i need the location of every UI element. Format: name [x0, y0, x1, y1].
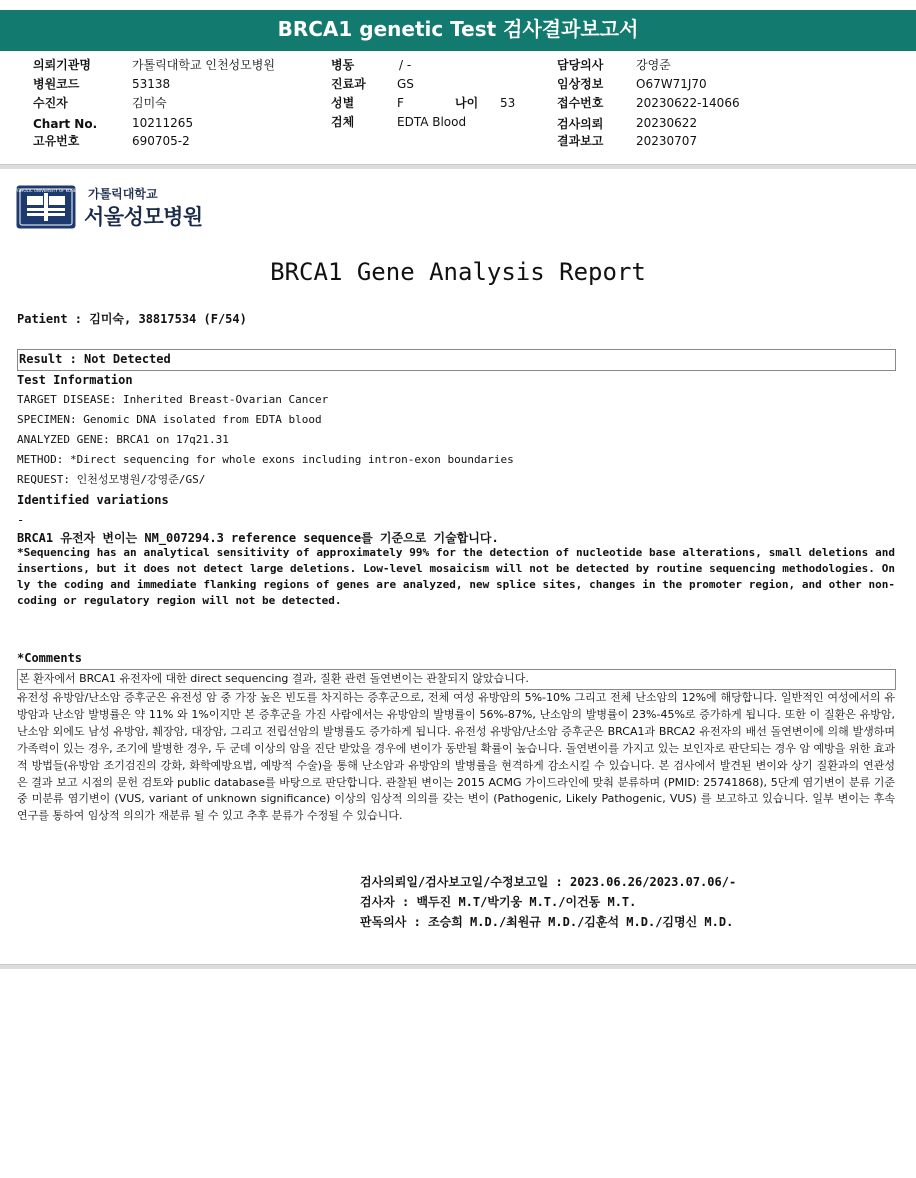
physicians: 판독의사 : 조승희 M.D./최원규 M.D./김훈석 M.D./김명신 M.D.: [360, 915, 734, 929]
report-title-bar: BRCA1 genetic Test 검사결과보고서: [0, 10, 916, 48]
header-value-ward: / -: [399, 58, 412, 72]
sensitivity-note: *Sequencing has an analytical sensitivity of approximately 99% for the detection of nucleotide base alterations, small deletions and insertions, but it does not detect large deletions. Low-level mosaicism will not be detected by routine sequencing methodologies. Only the coding and immediate flanking regions of genes are analyzed, new splice sites, changes in the promoter region, and other non-coding or regulatory region will not be detected.: [17, 546, 895, 607]
header-divider: [0, 164, 916, 169]
testers: 검사자 : 백두진 M.T/박기웅 M.T./이건동 M.T.: [360, 895, 637, 909]
target-disease: TARGET DISEASE: Inherited Breast-Ovarian Cancer: [17, 393, 329, 406]
header-label-chart-no: Chart No.: [33, 117, 98, 131]
header-value-specimen: EDTA Blood: [397, 115, 467, 129]
method-line: METHOD: *Direct sequencing for whole exons including intron-exon boundaries: [17, 453, 514, 466]
header-label-specimen: 검체: [331, 115, 355, 129]
header-value-clinical-info: O67W71J70: [636, 77, 707, 91]
comment-summary: 본 환자에서 BRCA1 유전자에 대한 direct sequencing 결과, 질환 관련 돌연변이는 관찰되지 않았습니다.: [19, 672, 529, 685]
footer-divider: [0, 964, 916, 969]
header-label-unique-id: 고유번호: [33, 134, 80, 148]
header-label-report-date: 결과보고: [557, 134, 604, 148]
header-label-ward: 병동: [331, 58, 355, 72]
header-value-request-date: 20230622: [636, 116, 698, 130]
patient-line: Patient : 김미숙, 38817534 (F/54): [17, 312, 247, 326]
test-info-heading: Test Information: [17, 373, 133, 387]
header-label-physician: 담당의사: [557, 58, 604, 72]
header-label-patient: 수진자: [33, 96, 68, 110]
header-label-department: 진료과: [331, 77, 366, 91]
comment-body: 유전성 유방암/난소암 증후군은 유전성 암 중 가장 높은 빈도를 차지하는 증후군으로, 전체 여성 유방암의 5%-10% 그리고 전체 난소암의 12%에 해당합니다. 일반적인 여성에서의 유방암과 난소암 발병률은 약 11% 와 1%이지만 본 증후군을 가진 사람에서는 유방암의 발병률이 56%-87%, 난소암의 발병률이 23%-45%로 증가하게 됩니다. 또한 이 질환은 유방암, 난소암 외에도 남성 유방암, 췌장암, 대장암, 그리고 전립선암의 발병률도 증가하게 됩니다. 유전성 유방암/난소암 증후군은 BRCA1과 BRCA2 유전자의 배선 돌연변이에 의해 발생하며 가족력이 있는 경우, 조기에 발병한 경우, 두 군데 이상의 암을 진단 받았을 경우에 변이가 동반될 확률이 높습니다. 돌연변이를 가지고 있는 보인자로 판단되는 경우 암 예방을 위한 효과적 방법들(유방암 조기검진의 강화, 화학예방요법, 예방적 수술)을 통해 난소암과 유방암의 발병률을 현격하게 감소시킬 수 있습니다. 본 검사에서 발견된 변이와 상기 질환과의 연관성은 결과 보고 시점의 문헌 검토와 public database를 바탕으로 판단합니다. 관찰된 변이는 2015 ACMG 가이드라인에 맞춰 분류하며 (PMID: 25741868), 5단계 염기변이 분류 기준 중 미분류 염기변이 (VUS, variant of unknown significance) 이상의 임상적 의의를 갖는 변이 (Pathogenic, Likely Pathogenic, VUS) 를 보고하고 있습니다. 일부 변이는 후속 연구를 통하여 임상적 의의가 재분류 될 수 있고 추후 분류가 수정될 수 있습니다.: [17, 691, 895, 823]
header-value-patient: 김미숙: [132, 96, 167, 110]
variations-value: -: [17, 513, 25, 527]
header-label-clinical-info: 임상정보: [557, 77, 604, 91]
header-value-report-date: 20230707: [636, 134, 698, 148]
request-line: REQUEST: 인천성모병원/강영준/GS/: [17, 473, 206, 486]
report-dates: 검사의뢰일/검사보고일/수정보고일 : 2023.06.26/2023.07.06/-: [360, 875, 737, 889]
comments-heading: *Comments: [17, 651, 83, 665]
result-text: Result : Not Detected: [19, 352, 171, 366]
header-label-receipt-no: 접수번호: [557, 96, 604, 110]
svg-text:CATHOLIC UNIVERSITY OF KOREA: CATHOLIC UNIVERSITY OF KOREA: [16, 188, 76, 193]
header-value-department: GS: [397, 77, 414, 91]
header-label-sex: 성별: [331, 96, 355, 110]
hospital-name: 서울성모병원: [84, 205, 203, 229]
hospital-logo: [16, 185, 76, 233]
header-value-chart-no: 10211265: [132, 116, 194, 130]
header-value-requesting-institution: 가톨릭대학교 인천성모병원: [132, 58, 275, 72]
header-value-sex: F: [397, 96, 404, 110]
header-label-requesting-institution: 의뢰기관명: [33, 58, 91, 72]
header-label-request-date: 검사의뢰: [557, 117, 604, 131]
header-value-unique-id: 690705-2: [132, 134, 190, 148]
header-value-receipt-no: 20230622-14066: [636, 96, 740, 110]
hospital-emblem-icon: [16, 185, 76, 229]
title-underline: [0, 48, 916, 51]
analyzed-gene: ANALYZED GENE: BRCA1 on 17q21.31: [17, 433, 229, 446]
reference-note: BRCA1 유전자 변이는 NM_007294.3 reference sequence를 기준으로 기술합니다.: [17, 531, 499, 545]
header-value-age: 53: [500, 96, 516, 110]
specimen-line: SPECIMEN: Genomic DNA isolated from EDTA blood: [17, 413, 322, 426]
header-value-hospital-code: 53138: [132, 77, 171, 91]
hospital-name-small: 가톨릭대학교: [88, 187, 158, 201]
header-label-age: 나이: [455, 96, 479, 110]
variations-heading: Identified variations: [17, 493, 169, 507]
header-label-hospital-code: 병원코드: [33, 77, 80, 91]
report-title: BRCA1 Gene Analysis Report: [270, 258, 646, 286]
header-value-physician: 강영준: [636, 58, 671, 72]
